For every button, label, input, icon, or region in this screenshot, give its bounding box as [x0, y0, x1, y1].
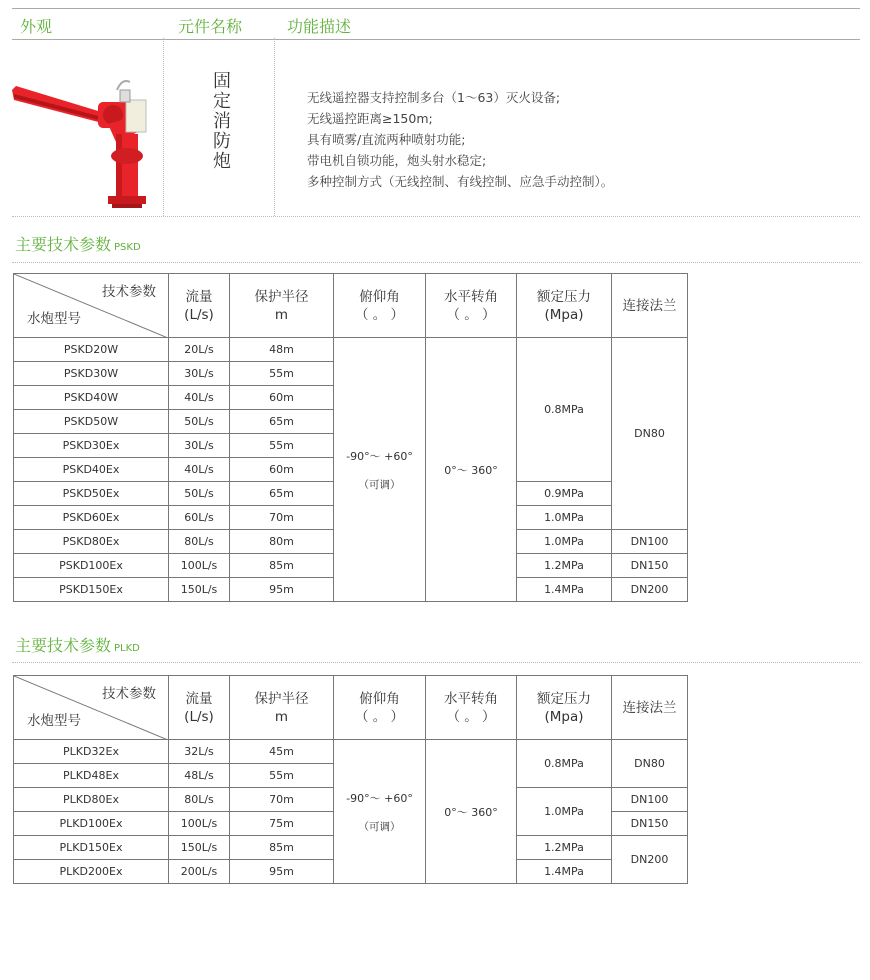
feature-item: 带电机自锁功能，炮头射水稳定; — [307, 153, 487, 168]
col-horizontal: 水平转角 （ 。 ） — [426, 274, 517, 338]
diagonal-header-cell: 技术参数 水炮型号 — [14, 676, 169, 740]
col-horizontal: 水平转角 （ 。 ） — [426, 676, 517, 740]
table-row: PSKD40W 40L/s 60m — [14, 386, 688, 410]
pitch-cell: -90°～ +60° （可调） — [334, 338, 426, 602]
section-header — [12, 8, 860, 40]
table-row: PLKD150Ex 150L/s 85m 1.2MPa DN200 — [14, 836, 688, 860]
diagonal-header-cell: 技术参数 水炮型号 — [14, 274, 169, 338]
pitch-cell: -90°～ +60° （可调） — [334, 740, 426, 884]
feature-list — [307, 87, 613, 192]
col-flange: 连接法兰 — [612, 676, 688, 740]
col-radius: 保护半径 m — [230, 676, 334, 740]
table-row: PSKD30Ex 30L/s 55m — [14, 434, 688, 458]
plkd-spec-table — [13, 675, 688, 884]
table-row: PSKD60Ex 60L/s 70m 1.0MPa — [14, 506, 688, 530]
fire-monitor-photo — [12, 38, 162, 216]
col-pitch: 俯仰角 （ 。 ） — [334, 274, 426, 338]
feature-item: 无线遥控距离≥150m; — [307, 111, 433, 126]
feature-item: 具有喷雾/直流两种喷射功能; — [307, 132, 466, 147]
feature-item: 多种控制方式（无线控制、有线控制、应急手动控制）。 — [307, 174, 614, 189]
table-row: PSKD40Ex 40L/s 60m — [14, 458, 688, 482]
header-appearance: 外观 — [20, 17, 53, 36]
feature-item: 无线遥控器支持控制多台（1～63）灭火设备; — [307, 90, 561, 105]
header-function-desc: 功能描述 — [287, 17, 352, 36]
table-row: PSKD50Ex 50L/s 65m 0.9MPa — [14, 482, 688, 506]
col-flow: 流量 (L/s) — [169, 274, 230, 338]
col-pressure: 额定压力 (Mpa) — [517, 274, 612, 338]
table-row: PSKD150Ex 150L/s 95m 1.4MPa DN200 — [14, 578, 688, 602]
horizontal-cell: 0°～ 360° — [426, 740, 517, 884]
plkd-section-title: 主要技术参数 PLKD — [15, 636, 140, 655]
product-name: 固定消防炮 — [213, 71, 231, 172]
pskd-section-title: 主要技术参数 PSKD — [15, 235, 141, 254]
product-intro — [12, 38, 860, 217]
col-flange: 连接法兰 — [612, 274, 688, 338]
table-row: PLKD80Ex 80L/s 70m 1.0MPa DN100 — [14, 788, 688, 812]
table-row: PLKD32Ex 32L/s 45m -90°～ +60° （可调） 0°～ 360° 0.8MPa DN80 — [14, 740, 688, 764]
horizontal-cell: 0°～ 360° — [426, 338, 517, 602]
table-row: PSKD20W 20L/s 48m -90°～ +60° （可调） 0°～ 360° 0.8MPa DN80 — [14, 338, 688, 362]
header-component-name: 元件名称 — [178, 17, 243, 36]
col-flow: 流量 (L/s) — [169, 676, 230, 740]
table-row: PSKD30W 30L/s 55m — [14, 362, 688, 386]
table-row: PSKD80Ex 80L/s 80m 1.0MPa DN100 — [14, 530, 688, 554]
col-pressure: 额定压力 (Mpa) — [517, 676, 612, 740]
table-row: PLKD48Ex 48L/s 55m — [14, 764, 688, 788]
table-row: PSKD50W 50L/s 65m — [14, 410, 688, 434]
table-row: PSKD100Ex 100L/s 85m 1.2MPa DN150 — [14, 554, 688, 578]
table-row: PLKD100Ex 100L/s 75m DN150 — [14, 812, 688, 836]
table-row: PLKD200Ex 200L/s 95m 1.4MPa — [14, 860, 688, 884]
pskd-spec-table — [13, 273, 688, 602]
col-pitch: 俯仰角 （ 。 ） — [334, 676, 426, 740]
col-radius: 保护半径 m — [230, 274, 334, 338]
